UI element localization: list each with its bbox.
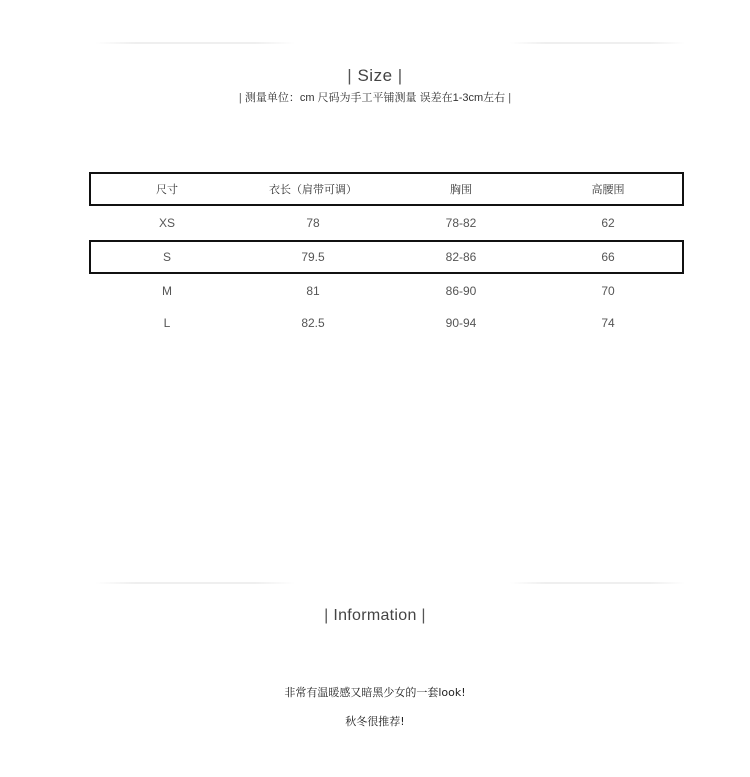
cell-length: 78 — [306, 216, 320, 230]
cell-bust: 82-86 — [445, 250, 477, 264]
size-heading — [0, 66, 750, 86]
table-row — [89, 240, 684, 274]
information-heading — [0, 607, 750, 625]
cell-size: M — [162, 284, 172, 298]
size-subtitle: 测量单位：cm 尺码为手工平铺测量 误差在1-3cm左右 — [244, 92, 506, 104]
size-title: Size — [357, 66, 393, 85]
info-bar-left: | — [324, 607, 329, 624]
table-header-row — [89, 172, 684, 206]
cell-size: L — [163, 315, 171, 330]
size-table — [89, 172, 684, 337]
heading-bar-left: | — [347, 66, 353, 85]
top-right-divider — [510, 42, 685, 44]
header-bust: 胸围 — [450, 183, 472, 196]
info-description-line: 秋冬很推荐! — [345, 715, 405, 728]
cell-bust: 78-82 — [445, 216, 477, 230]
cell-bust: 90-94 — [445, 315, 477, 330]
top-left-divider — [95, 42, 295, 44]
header-size: 尺寸 — [156, 183, 178, 196]
information-title: Information — [333, 607, 417, 624]
info-description-line: 非常有温暖感又暗黑少女的一套look! — [284, 686, 466, 699]
cell-size: XS — [158, 216, 176, 230]
subtitle-bar-left: | — [238, 92, 242, 104]
table-row — [89, 308, 684, 337]
header-waist: 高腰围 — [591, 183, 625, 196]
subtitle-bar-right: | — [508, 92, 512, 104]
info-bar-right: | — [421, 607, 426, 624]
middle-left-divider — [95, 582, 295, 584]
cell-length: 82.5 — [301, 315, 325, 330]
table-row — [89, 274, 684, 308]
cell-waist: 66 — [601, 250, 615, 264]
cell-waist: 62 — [601, 216, 615, 230]
middle-right-divider — [510, 582, 685, 584]
cell-length: 79.5 — [301, 250, 325, 264]
cell-bust: 86-90 — [445, 284, 477, 298]
size-subtitle-line — [0, 89, 750, 105]
cell-waist: 74 — [601, 315, 615, 330]
cell-waist: 70 — [601, 284, 615, 298]
cell-size: S — [162, 250, 172, 264]
heading-bar-right: | — [397, 66, 403, 85]
table-row — [89, 206, 684, 240]
cell-length: 81 — [306, 284, 320, 298]
header-length: 衣长（肩带可调） — [269, 183, 357, 196]
